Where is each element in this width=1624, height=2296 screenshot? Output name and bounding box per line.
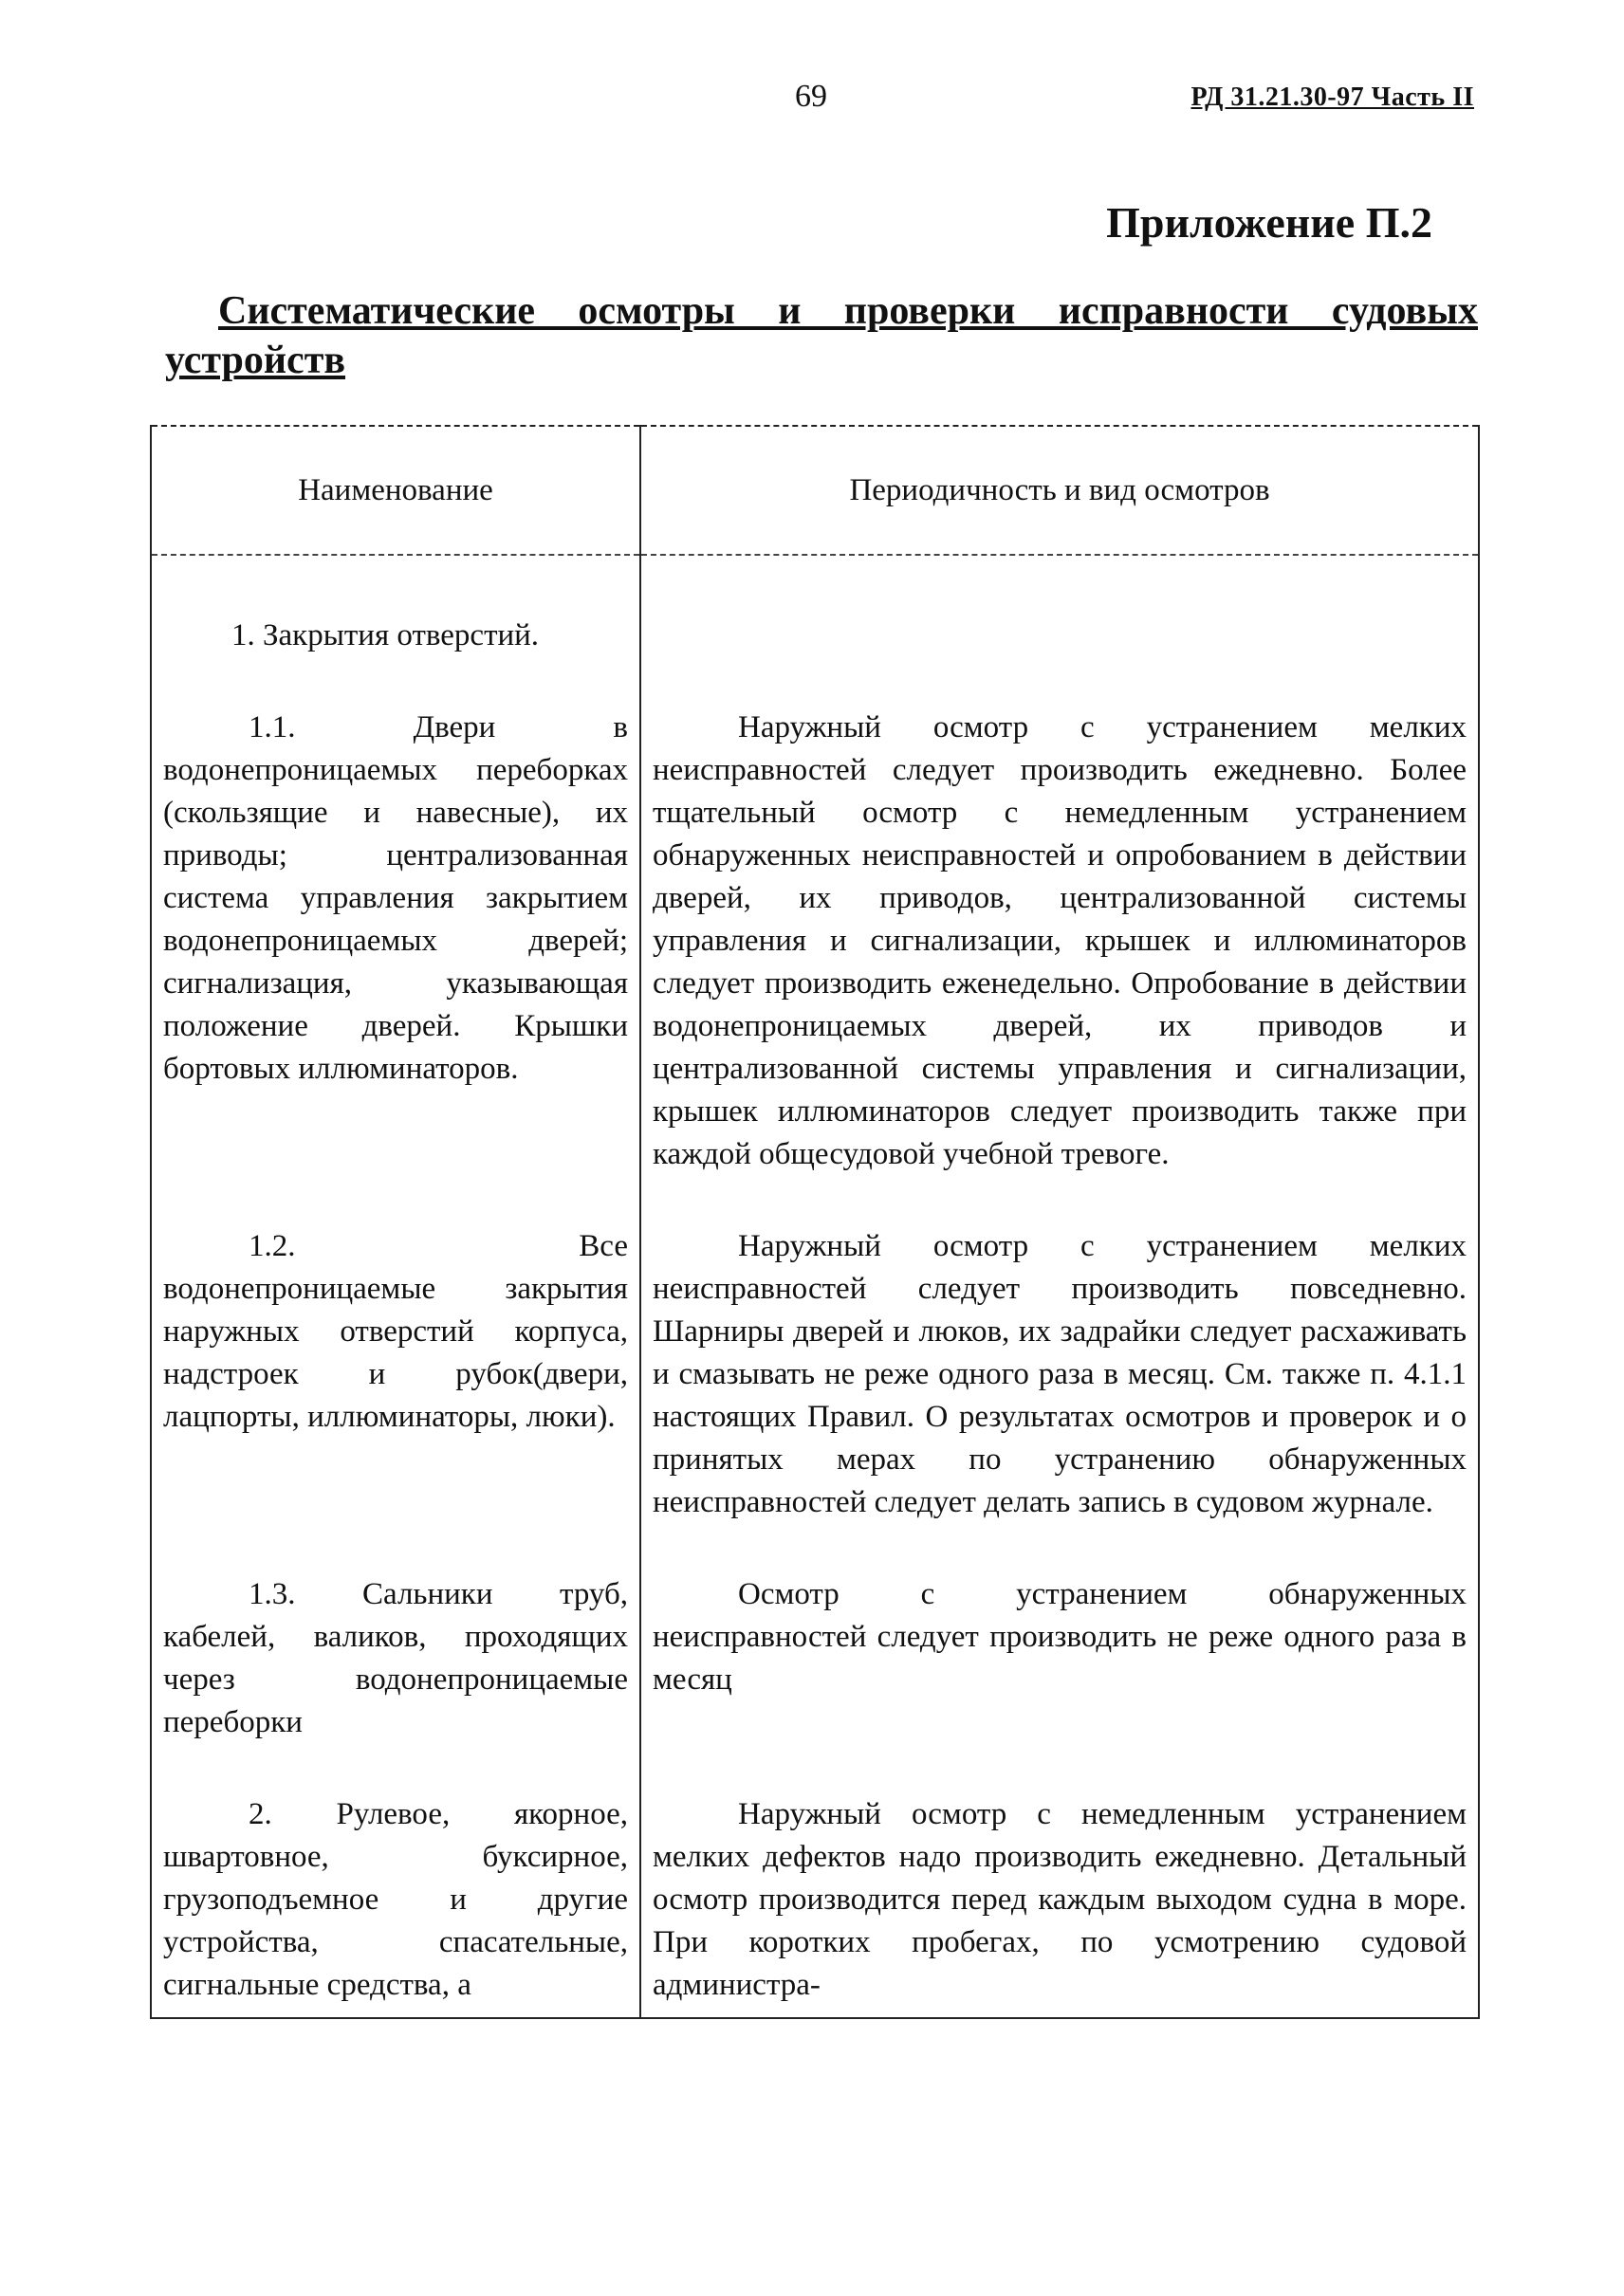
row-period-text: Наружный осмотр с устранением мелких неисправностей следует производить повседневно. Шарниры дверей и люков, их задрайки следует расхаживать и смазывать не реже одного раза в месяц. См. также п. 4.1.1 настоящих Правил. О результатах осмотров и проверок и о принятых мерах по устранению обнаруженных неисправностей следует делать запись в судовом журнале. (653, 1229, 1467, 1519)
document-code: РД 31.21.30-97 Часть II (1190, 83, 1474, 112)
document-title: Систематические осмотры и проверки исправности судовых устройств (165, 289, 1478, 382)
row-period-text: Наружный осмотр с устранением мелких неисправностей следует производить ежедневно. Более тщательный осмотр с немедленным устранением обнаруженных неисправностей и опробованием в действии дверей, их приводов, централизованной системы управления и сигнализации, крышек и иллюминаторов следует производить еженедельно. Опробование в действии водонепроницаемых дверей, их приводов и централизованной системы управления и сигнализации, крышек иллюминаторов следует производить также при каждой общесудовой учебной тревоге. (653, 710, 1467, 1171)
table-header-row (151, 426, 1479, 555)
column-header-name: Наименование (151, 426, 640, 555)
row-name-cell (151, 657, 640, 1176)
row-period-cell (640, 1176, 1479, 1524)
table-row (151, 1176, 1479, 1524)
table-row (151, 1524, 1479, 1744)
row-period-cell (640, 555, 1479, 657)
row-name-cell (151, 1176, 640, 1524)
row-name-text: 1.3. Сальники труб, кабелей, валиков, проходящих через водонепроницаемые переборки (163, 1577, 628, 1739)
row-period-cell (640, 1744, 1479, 2018)
inspection-table (150, 425, 1480, 2019)
row-name-cell (151, 1744, 640, 2018)
column-header-period: Периодичность и вид осмотров (640, 426, 1479, 555)
row-name-text: 2. Рулевое, якорное, швартовное, буксирное, грузоподъемное и другие устройства, спасательные, сигнальные средства, а (163, 1797, 628, 2002)
row-name-text: 1.2. Все водонепроницаемые закрытия наружных отверстий корпуса, надстроек и рубок(двери, лацпорты, иллюминаторы, люки). (163, 1229, 628, 1434)
page-number: 69 (795, 79, 827, 114)
row-period-cell (640, 1524, 1479, 1744)
appendix-label: Приложение П.2 (1106, 198, 1432, 247)
table-row (151, 555, 1479, 657)
row-period-cell (640, 657, 1479, 1176)
row-period-text: Наружный осмотр с немедленным устранением мелких дефектов надо производить ежедневно. Детальный осмотр производится перед каждым выходом судна в море. При коротких пробегах, по усмотрению судовой администра- (653, 1797, 1467, 2002)
table-row (151, 657, 1479, 1176)
row-period-text: Осмотр с устранением обнаруженных неисправностей следует производить не реже одного раза в месяц (653, 1577, 1467, 1697)
row-name-cell (151, 555, 640, 657)
table-row (151, 1744, 1479, 2018)
row-name-text: 1. Закрытия отверстий. (231, 618, 540, 652)
row-name-text: 1.1. Двери в водонепроницаемых переборках (скользящие и навесные), их приводы; централизованная система управления закрытием водонепроницаемых дверей; сигнализация, указывающая положение дверей. Крышки бортовых иллюминаторов. (163, 710, 628, 1086)
row-name-cell (151, 1524, 640, 1744)
